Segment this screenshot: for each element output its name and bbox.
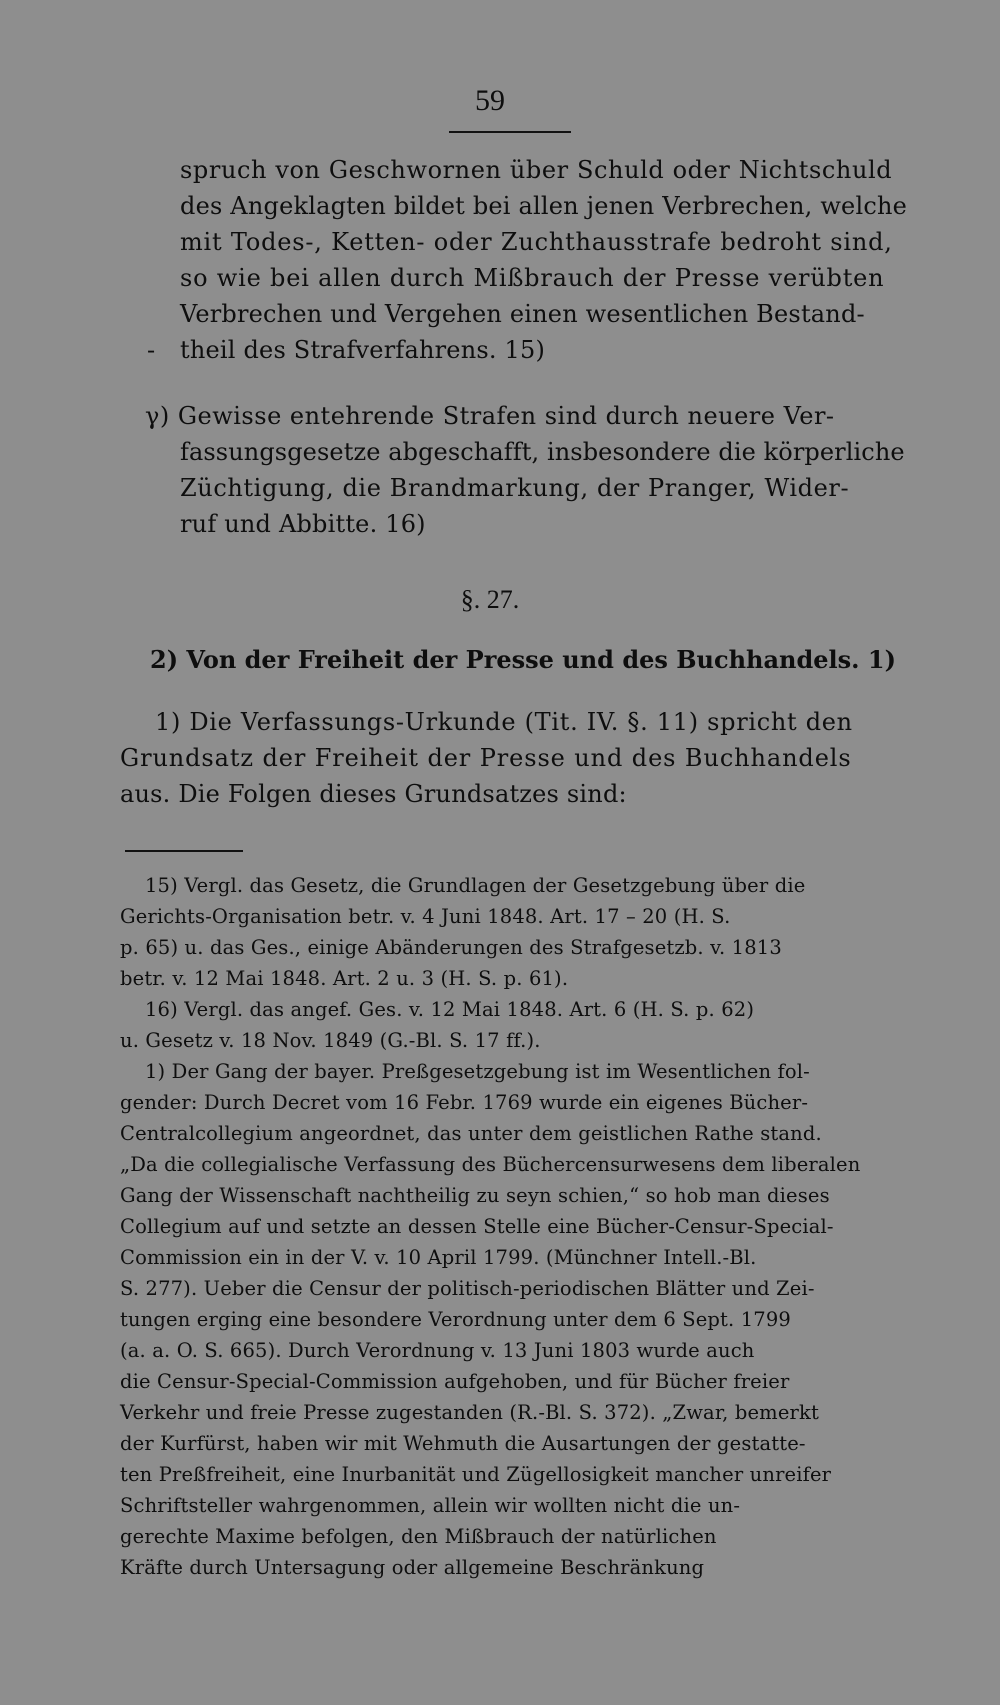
footnote-line: „Da die collegialische Verfassung des Büchercensurwesens dem liberalen xyxy=(120,1153,861,1176)
footnote-line: 1) Der Gang der bayer. Preßgesetzgebung ist im Wesentlichen fol- xyxy=(145,1060,810,1083)
footnote-line: der Kurfürst, haben wir mit Wehmuth die Ausartungen der gestatte- xyxy=(120,1432,806,1455)
footnote-line: Gang der Wissenschaft nachtheilig zu seyn schien,“ so hob man dieses xyxy=(120,1184,830,1207)
body-line: theil des Strafverfahrens. 15) xyxy=(180,336,546,364)
body-line: γ) Gewisse entehrende Strafen sind durch neuere Ver- xyxy=(145,402,835,430)
footnote-line: Collegium auf und setzte an dessen Stelle eine Bücher-Censur-Special- xyxy=(120,1215,834,1238)
footnote-line: (a. a. O. S. 665). Durch Verordnung v. 13 Juni 1803 wurde auch xyxy=(120,1339,755,1362)
body-line: ruf und Abbitte. 16) xyxy=(180,510,426,538)
footnote-line: Gerichts-Organisation betr. v. 4 Juni 1848. Art. 17 – 20 (H. S. xyxy=(120,905,731,928)
footnote-line: 15) Vergl. das Gesetz, die Grundlagen der Gesetzgebung über die xyxy=(145,874,806,897)
paragraph-line: Grundsatz der Freiheit der Presse und des Buchhandels xyxy=(120,744,852,772)
body-line: Verbrechen und Vergehen einen wesentlichen Bestand- xyxy=(180,300,865,328)
margin-mark: - xyxy=(147,336,156,364)
body-line: fassungsgesetze abgeschafft, insbesondere die körperliche xyxy=(180,438,905,466)
footnote-line: betr. v. 12 Mai 1848. Art. 2 u. 3 (H. S. p. 61). xyxy=(120,967,569,990)
footnote-line: Commission ein in der V. v. 10 April 1799. (Münchner Intell.-Bl. xyxy=(120,1246,757,1269)
footnote-line: Schriftsteller wahrgenommen, allein wir wollten nicht die un- xyxy=(120,1494,741,1517)
footnote-separator xyxy=(125,850,243,852)
footnote-line: die Censur-Special-Commission aufgehoben, und für Bücher freier xyxy=(120,1370,790,1393)
footnote-line: ten Preßfreiheit, eine Inurbanität und Zügellosigkeit mancher unreifer xyxy=(120,1463,832,1486)
footnote-line: Kräfte durch Untersagung oder allgemeine Beschränkung xyxy=(120,1556,705,1579)
footnote-line: gerechte Maxime befolgen, den Mißbrauch der natürlichen xyxy=(120,1525,717,1548)
body-line: des Angeklagten bildet bei allen jenen Verbrechen, welche xyxy=(180,192,908,220)
footnote-line: tungen erging eine besondere Verordnung unter dem 6 Sept. 1799 xyxy=(120,1308,791,1331)
body-line: so wie bei allen durch Mißbrauch der Presse verübten xyxy=(180,264,885,292)
paragraph-line: 1) Die Verfassungs-Urkunde (Tit. IV. §. 11) spricht den xyxy=(155,708,853,736)
body-line: mit Todes-, Ketten- oder Zuchthausstrafe bedroht sind, xyxy=(180,228,893,256)
page-number: 59 xyxy=(475,84,505,117)
footnote-line: Verkehr und freie Presse zugestanden (R.-Bl. S. 372). „Zwar, bemerkt xyxy=(120,1401,819,1424)
header-rule xyxy=(449,131,571,133)
footnote-line: p. 65) u. das Ges., einige Abänderungen des Strafgesetzb. v. 1813 xyxy=(120,936,782,959)
footnote-line: 16) Vergl. das angef. Ges. v. 12 Mai 1848. Art. 6 (H. S. p. 62) xyxy=(145,998,755,1021)
section-number: §. 27. xyxy=(460,585,520,614)
footnote-line: gender: Durch Decret vom 16 Febr. 1769 wurde ein eigenes Bücher- xyxy=(120,1091,809,1114)
paragraph-line: aus. Die Folgen dieses Grundsatzes sind: xyxy=(120,780,627,808)
footnote-line: u. Gesetz v. 18 Nov. 1849 (G.-Bl. S. 17 ff.). xyxy=(120,1029,541,1052)
section-heading: 2) Von der Freiheit der Presse und des Buchhandels. 1) xyxy=(150,645,896,674)
footnote-line: Centralcollegium angeordnet, das unter dem geistlichen Rathe stand. xyxy=(120,1122,822,1145)
body-line: spruch von Geschwornen über Schuld oder Nichtschuld xyxy=(180,156,893,184)
body-line: Züchtigung, die Brandmarkung, der Pranger, Wider- xyxy=(180,474,850,502)
footnote-line: S. 277). Ueber die Censur der politisch-periodischen Blätter und Zei- xyxy=(120,1277,815,1300)
